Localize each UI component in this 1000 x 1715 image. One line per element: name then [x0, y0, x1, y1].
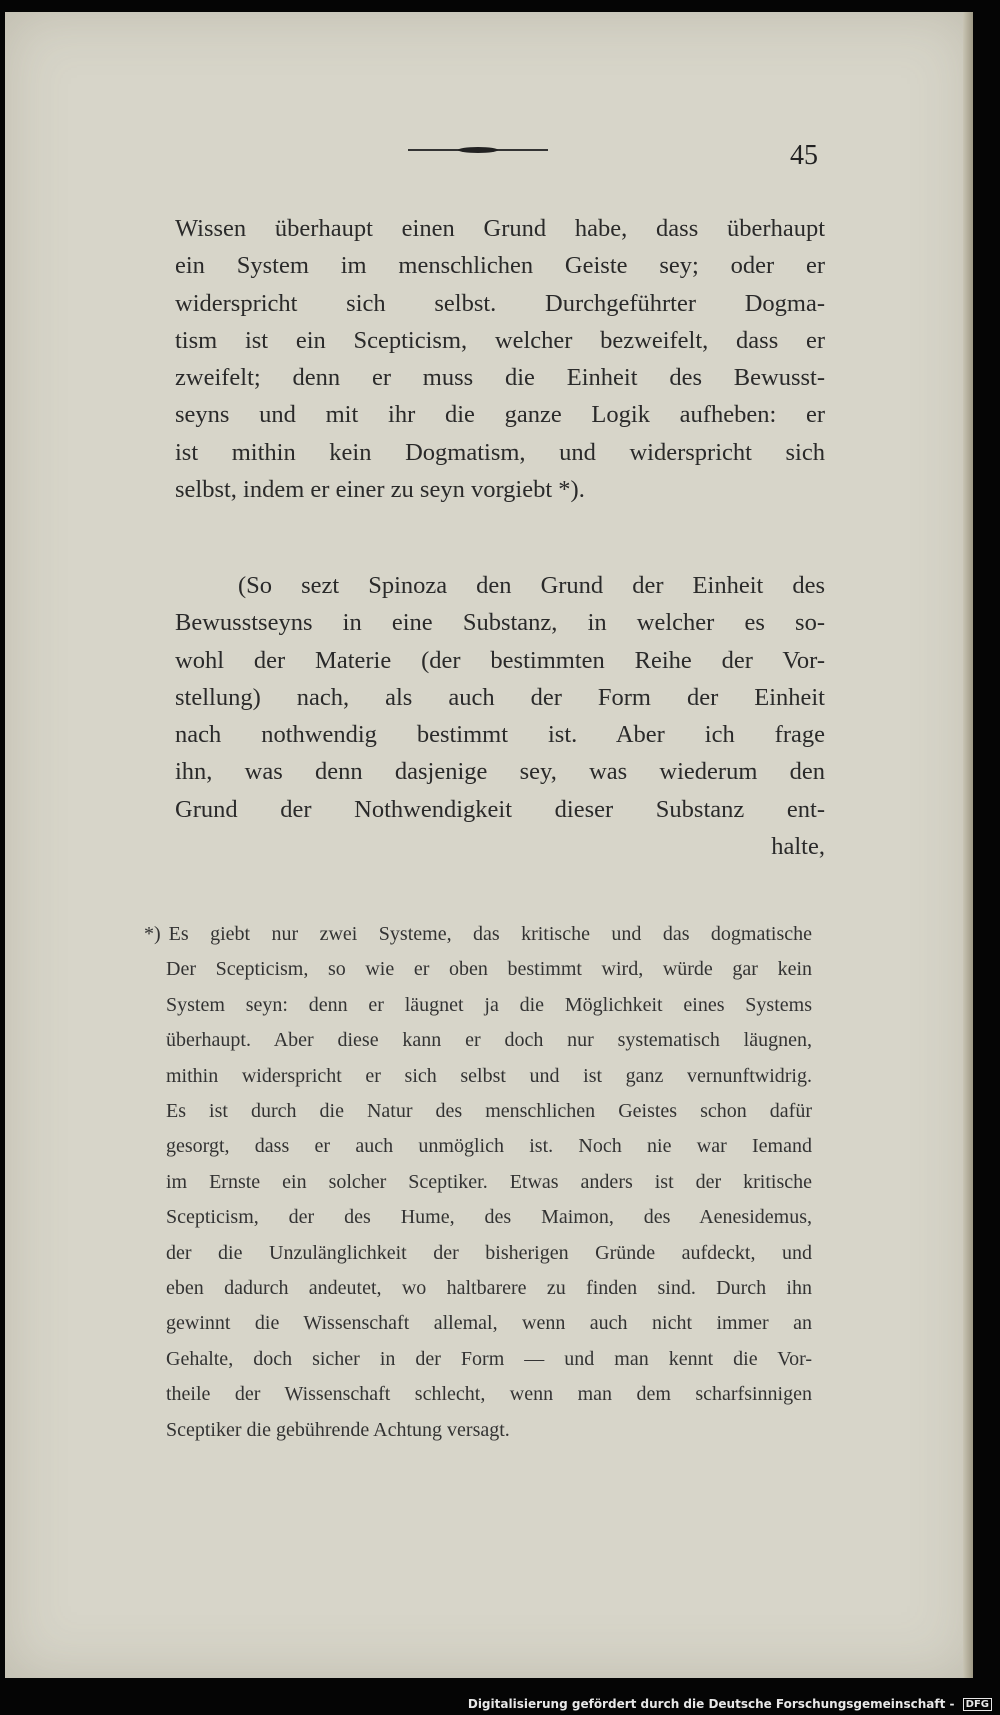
- footnote-line: im Ernste ein solcher Sceptiker. Etwas anders ist der kritische: [166, 1170, 812, 1193]
- footnote-line: Gehalte, doch sicher in der Form — und man kennt die Vor-: [166, 1347, 812, 1370]
- text-line: nach nothwendig bestimmt ist. Aber ich frage: [175, 721, 825, 749]
- digitization-credit: [468, 1697, 992, 1711]
- header-rule: [408, 149, 548, 151]
- footnote: [144, 917, 812, 1448]
- page-edge: [963, 12, 973, 1678]
- footnote-line: Scepticism, der des Hume, des Maimon, des Aenesidemus,: [166, 1206, 812, 1229]
- footnote-line: theile der Wissenschaft schlecht, wenn man dem scharfsinnigen: [166, 1383, 812, 1406]
- footnote-line: überhaupt. Aber diese kann er doch nur systematisch läugnen,: [166, 1029, 812, 1052]
- text-line: selbst, indem er einer zu seyn vorgiebt *).: [175, 476, 585, 504]
- text-line: ist mithin kein Dogmatism, und widerspricht sich: [175, 438, 825, 466]
- footnote-text: Es giebt nur zwei Systeme, das kritische und das dogmatische: [168, 923, 812, 945]
- text-line: (So sezt Spinoza den Grund der Einheit des: [238, 572, 825, 599]
- text-line: ein System im menschlichen Geiste sey; oder er: [175, 252, 825, 280]
- paragraph-2: [175, 567, 825, 865]
- text-line: halte,: [771, 833, 825, 861]
- page-number: 45: [790, 140, 818, 171]
- credit-text: Digitalisierung gefördert durch die Deutsche Forschungsgemeinschaft -: [467, 1697, 955, 1711]
- footnote-line: mithin widerspricht er sich selbst und ist ganz vernunftwidrig.: [166, 1064, 812, 1087]
- paragraph-1: [175, 210, 825, 508]
- footnote-line: Der Scepticism, so wie er oben bestimmt wird, würde gar kein: [166, 958, 812, 981]
- text-line: wohl der Materie (der bestimmten Reihe der Vor-: [175, 646, 825, 674]
- text-line: tism ist ein Scepticism, welcher bezweifelt, dass er: [175, 326, 825, 354]
- footnote-line: der die Unzulänglichkeit der bisherigen Gründe aufdeckt, und: [166, 1241, 812, 1264]
- footnote-line: gesorgt, dass er auch unmöglich ist. Noch nie war Iemand: [166, 1135, 812, 1158]
- text-line: Bewusstseyns in eine Substanz, in welcher es so-: [175, 609, 825, 637]
- footnote-line: Es ist durch die Natur des menschlichen Geistes schon dafür: [166, 1100, 812, 1123]
- dfg-logo: DFG: [963, 1698, 992, 1711]
- text-line: zweifelt; denn er muss die Einheit des Bewusst-: [175, 364, 825, 392]
- footnote-line: [144, 917, 812, 952]
- text-line: stellung) nach, als auch der Form der Einheit: [175, 683, 825, 711]
- text-line: seyns und mit ihr die ganze Logik aufheben: er: [175, 401, 825, 429]
- footnote-marker: *): [144, 923, 161, 945]
- footnote-line: System seyn: denn er läugnet ja die Möglichkeit eines Systems: [166, 993, 812, 1016]
- text-line: widerspricht sich selbst. Durchgeführter Dogma-: [175, 289, 825, 317]
- footnote-line: Sceptiker die gebührende Achtung versagt.: [166, 1418, 510, 1441]
- text-line: ihn, was denn dasjenige sey, was wiederum den: [175, 758, 825, 786]
- footnote-line: gewinnt die Wissenschaft allemal, wenn auch nicht immer an: [166, 1312, 812, 1335]
- footnote-line: eben dadurch andeutet, wo haltbarere zu finden sind. Durch ihn: [166, 1277, 812, 1300]
- text-line: Grund der Nothwendigkeit dieser Substanz ent-: [175, 795, 825, 823]
- text-line: Wissen überhaupt einen Grund habe, dass überhaupt: [175, 215, 825, 242]
